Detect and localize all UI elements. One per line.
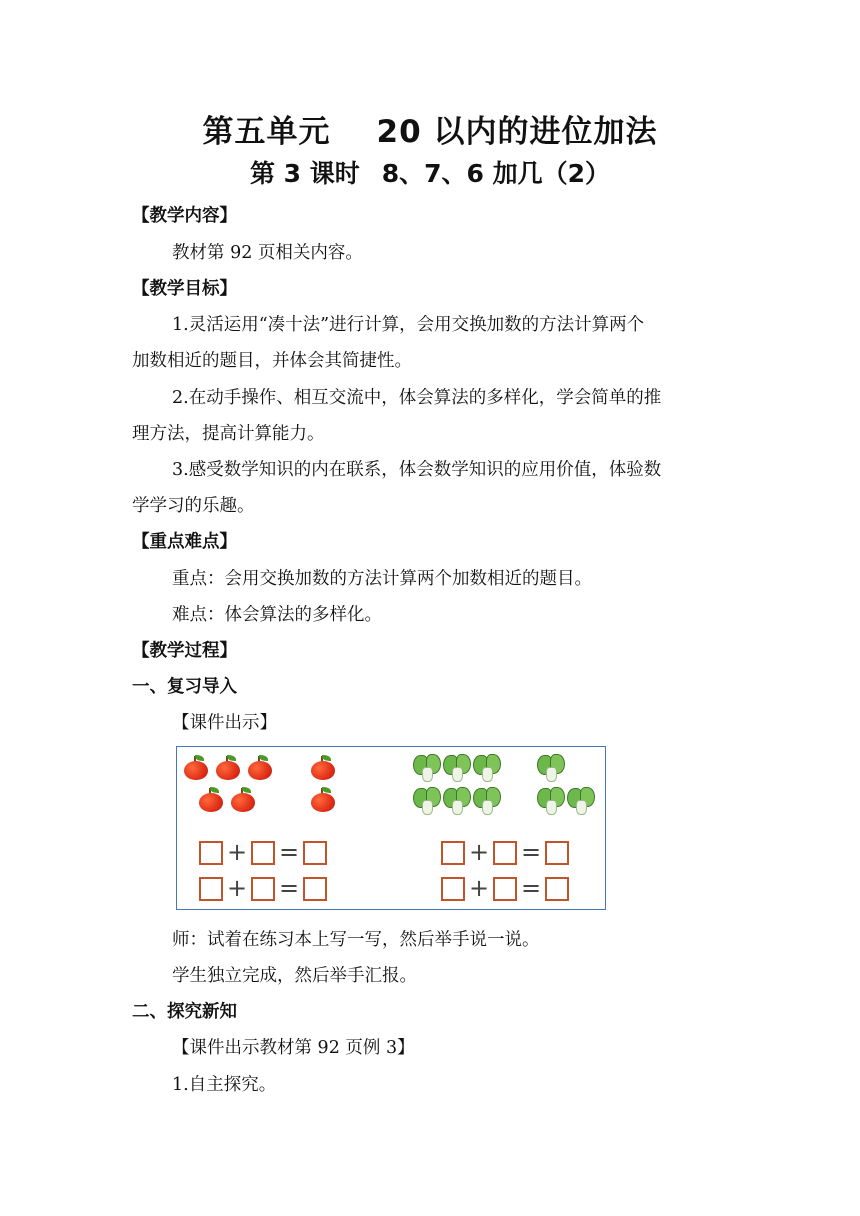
courseware-label: 【课件出示】 <box>172 713 277 733</box>
apple-icon <box>230 787 256 811</box>
answer-box[interactable] <box>493 841 517 865</box>
cabbage-icon <box>413 786 441 814</box>
plus-sign: + <box>227 838 248 866</box>
plus-sign: + <box>469 838 490 866</box>
equals-sign: = <box>521 874 542 902</box>
cabbage-icon <box>473 753 501 781</box>
goal2-line1: 2.在动手操作、相互交流中，体会算法的多样化，学会简单的推 <box>172 388 662 408</box>
lesson-label: 第 3 课时 <box>249 159 360 188</box>
cabbage-icon <box>473 786 501 814</box>
goal2-line2: 理方法，提高计算能力。 <box>132 424 325 444</box>
cabbage-icon <box>537 786 565 814</box>
step1-line: 1.自主探究。 <box>172 1075 277 1095</box>
answer-box[interactable] <box>441 841 465 865</box>
cabbage-icon <box>567 786 595 814</box>
equals-sign: = <box>279 874 300 902</box>
equals-sign: = <box>521 838 542 866</box>
apple-icon <box>215 755 241 779</box>
content-text: 教材第 92 页相关内容。 <box>172 243 363 263</box>
goal3-line2: 学学习的乐趣。 <box>132 496 255 516</box>
process-heading: 【教学过程】 <box>132 641 237 661</box>
unit-topic: 20 以内的进位加法 <box>376 114 658 150</box>
answer-box[interactable] <box>199 841 223 865</box>
unit-label: 第五单元 <box>202 114 331 150</box>
courseware-example: 【课件出示教材第 92 页例 3】 <box>172 1038 415 1058</box>
apple-icon <box>310 787 336 811</box>
part1-heading: 一、复习导入 <box>132 677 237 697</box>
cabbage-equation-1 <box>441 838 571 867</box>
apple-icon <box>183 755 209 779</box>
apple-icon <box>310 755 336 779</box>
answer-box[interactable] <box>441 877 465 901</box>
goals-heading: 【教学目标】 <box>132 279 237 299</box>
part2-heading: 二、探究新知 <box>132 1002 237 1022</box>
answer-box[interactable] <box>303 877 327 901</box>
cabbage-icon <box>413 753 441 781</box>
equals-sign: = <box>279 838 300 866</box>
key-point: 重点：会用交换加数的方法计算两个加数相近的题目。 <box>172 569 592 589</box>
key-heading: 【重点难点】 <box>132 532 237 552</box>
unit-title <box>0 106 860 151</box>
apple-icon <box>198 787 224 811</box>
cabbage-equation-2 <box>441 874 571 903</box>
answer-box[interactable] <box>251 877 275 901</box>
teacher-line: 师：试着在练习本上写一写，然后举手说一说。 <box>172 930 540 950</box>
difficult-point: 难点：体会算法的多样化。 <box>172 605 382 625</box>
lesson-topic: 8、7、6 加几（2） <box>381 159 611 188</box>
goal1-line2: 加数相近的题目，并体会其简捷性。 <box>132 351 412 371</box>
courseware-figure <box>176 746 606 910</box>
goal1-line1: 1.灵活运用“凑十法”进行计算，会用交换加数的方法计算两个 <box>172 315 645 335</box>
lesson-title <box>0 154 860 190</box>
answer-box[interactable] <box>199 877 223 901</box>
cabbage-icon <box>443 753 471 781</box>
student-line: 学生独立完成，然后举手汇报。 <box>172 966 417 986</box>
apple-equation-1 <box>199 838 329 867</box>
plus-sign: + <box>227 874 248 902</box>
answer-box[interactable] <box>545 877 569 901</box>
cabbage-icon <box>537 753 565 781</box>
apple-icon <box>247 755 273 779</box>
answer-box[interactable] <box>251 841 275 865</box>
plus-sign: + <box>469 874 490 902</box>
answer-box[interactable] <box>493 877 517 901</box>
answer-box[interactable] <box>545 841 569 865</box>
answer-box[interactable] <box>303 841 327 865</box>
content-heading: 【教学内容】 <box>132 206 237 226</box>
goal3-line1: 3.感受数学知识的内在联系，体会数学知识的应用价值，体验数 <box>172 460 662 480</box>
apple-equation-2 <box>199 874 329 903</box>
cabbage-icon <box>443 786 471 814</box>
